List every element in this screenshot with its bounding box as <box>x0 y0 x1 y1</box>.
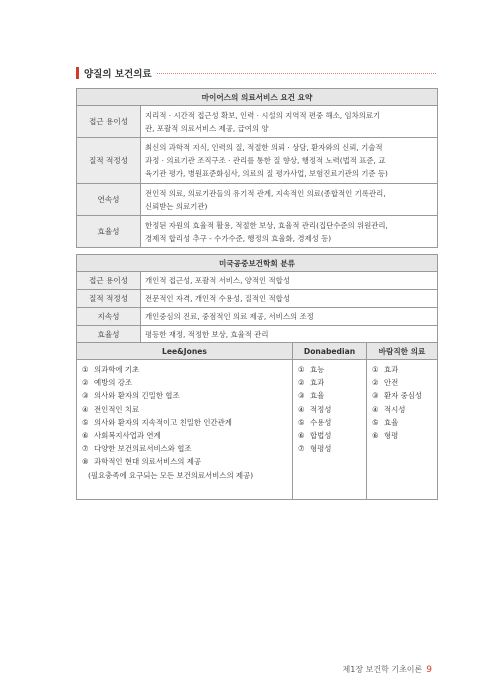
list-item: ① 효능 <box>298 365 325 374</box>
section-dotted-rule <box>157 73 436 74</box>
row-label: 질적 적정성 <box>77 138 141 184</box>
list-item: ⑤ 의사와 환자의 지속적이고 친밀한 인간관계 <box>82 417 232 427</box>
column-header: 바람직한 의료 <box>367 343 438 360</box>
content-line: 최신의 과학적 지식, 인력의 질, 적절한 의뢰 · 상담, 환자와의 신뢰, 기술적 <box>145 143 383 152</box>
list-item: ⑥ 합법성 <box>298 431 332 441</box>
quality-criteria-table <box>76 342 438 500</box>
row-content <box>141 106 438 138</box>
table-row <box>77 106 438 138</box>
list-item: ⑦ 다양한 보건의료서비스와 협조 <box>82 444 192 454</box>
desirable-care-list <box>367 360 438 500</box>
list-item: ⑦ 형평성 <box>298 444 332 454</box>
content-line: 지리적 · 시간적 접근성 확보, 인력 · 시설의 지역적 편중 해소, 임차의료기 <box>145 110 381 120</box>
row-label: 질적 적정성 <box>77 290 141 308</box>
row-label: 접근 용이성 <box>77 106 141 138</box>
row-label: 효율성 <box>77 326 141 344</box>
row-content: 전문적인 자격, 개인적 수용성, 질적인 적합성 <box>141 290 438 308</box>
list-item: ④ 적시성 <box>372 404 406 414</box>
content-line: 한정된 자원의 효율적 활용, 적절한 보상, 효율적 관리(집단수준의 위원관리, <box>145 220 388 230</box>
table-row <box>77 360 438 500</box>
content-line: 육기관 평가, 병원표준화심사, 의료의 질 평가사업, 보험진료기관의 기준 등) <box>145 169 388 178</box>
list-item: ⑤ 효율 <box>372 417 399 427</box>
content-line: 과정 · 의료기관 조직구조 · 관리를 통한 질 향상, 행정적 노력(법적 표준, 교 <box>145 156 386 165</box>
content-line: 신뢰받는 의료기관) <box>145 201 208 211</box>
lee-jones-list <box>77 360 293 500</box>
table-row <box>77 184 438 216</box>
table-row <box>77 326 438 344</box>
table-header-row <box>77 343 438 360</box>
list-item: ① 효과 <box>372 365 399 374</box>
chapter-title: 제1장 보건학 기초이론 <box>342 665 423 674</box>
row-label: 연속성 <box>77 184 141 216</box>
row-content: 평등한 재정, 적정한 보상, 효율적 관리 <box>141 326 438 344</box>
section-title: 양질의 보건의료 <box>84 69 152 80</box>
list-item: ④ 적정성 <box>298 404 332 414</box>
list-item: ① 의과학에 기초 <box>82 365 140 374</box>
list-item: ⑥ 형평 <box>372 431 399 441</box>
row-label: 효율성 <box>77 216 141 248</box>
page-footer <box>300 664 432 675</box>
row-label: 접근 용이성 <box>77 272 141 290</box>
list-item: ② 효과 <box>298 378 325 388</box>
list-item-note: (필요충족에 요구되는 모든 보건의료서비스의 제공) <box>88 470 254 480</box>
row-content: 개인중심의 진료, 중점적인 의료 제공, 서비스의 조정 <box>141 308 438 326</box>
row-content <box>141 184 438 216</box>
list-item: ③ 의사와 환자의 긴밀한 협조 <box>82 391 180 401</box>
content-line: 경제적 합리성 추구 - 수가수준, 행정의 효율화, 경제성 등) <box>145 233 332 243</box>
table-row <box>77 138 438 184</box>
row-content <box>141 216 438 248</box>
section-heading <box>76 66 436 80</box>
content-line: 전인적 의료, 의료기관들의 유기적 관계, 지속적인 의료(종합적인 기록관리, <box>145 188 386 198</box>
list-item: ③ 효율 <box>298 391 325 401</box>
page-number: 9 <box>426 665 432 675</box>
table-row <box>77 290 438 308</box>
list-item: ④ 전인적인 치료 <box>82 404 140 414</box>
list-item: ⑥ 사회복지사업과 연계 <box>82 431 161 441</box>
table-header: 미국공중보건학회 분류 <box>77 255 438 272</box>
row-content: 개인적 접근성, 포괄적 서비스, 양적인 적합성 <box>141 272 438 290</box>
table-row <box>77 272 438 290</box>
section-marker <box>76 67 79 79</box>
list-item: ② 예방의 강조 <box>82 378 133 388</box>
column-header: Donabedian <box>293 343 367 360</box>
list-item: ⑤ 수용성 <box>298 417 332 427</box>
row-label: 지속성 <box>77 308 141 326</box>
table-header: 마이어스의 의료서비스 요건 요약 <box>77 89 438 106</box>
apha-classification-table <box>76 254 438 344</box>
donabedian-list <box>293 360 367 500</box>
list-item: ③ 환자 중심성 <box>372 391 423 401</box>
column-header: Lee&Jones <box>77 343 293 360</box>
table-row <box>77 216 438 248</box>
table-row <box>77 308 438 326</box>
row-content <box>141 138 438 184</box>
myers-requirements-table <box>76 88 438 248</box>
list-item: ② 안전 <box>372 378 399 388</box>
list-item: ⑧ 과학적인 현대 의료서비스의 제공 <box>82 457 202 467</box>
content-line: 관, 포괄적 의료서비스 제공, 급여의 양 <box>145 123 269 133</box>
